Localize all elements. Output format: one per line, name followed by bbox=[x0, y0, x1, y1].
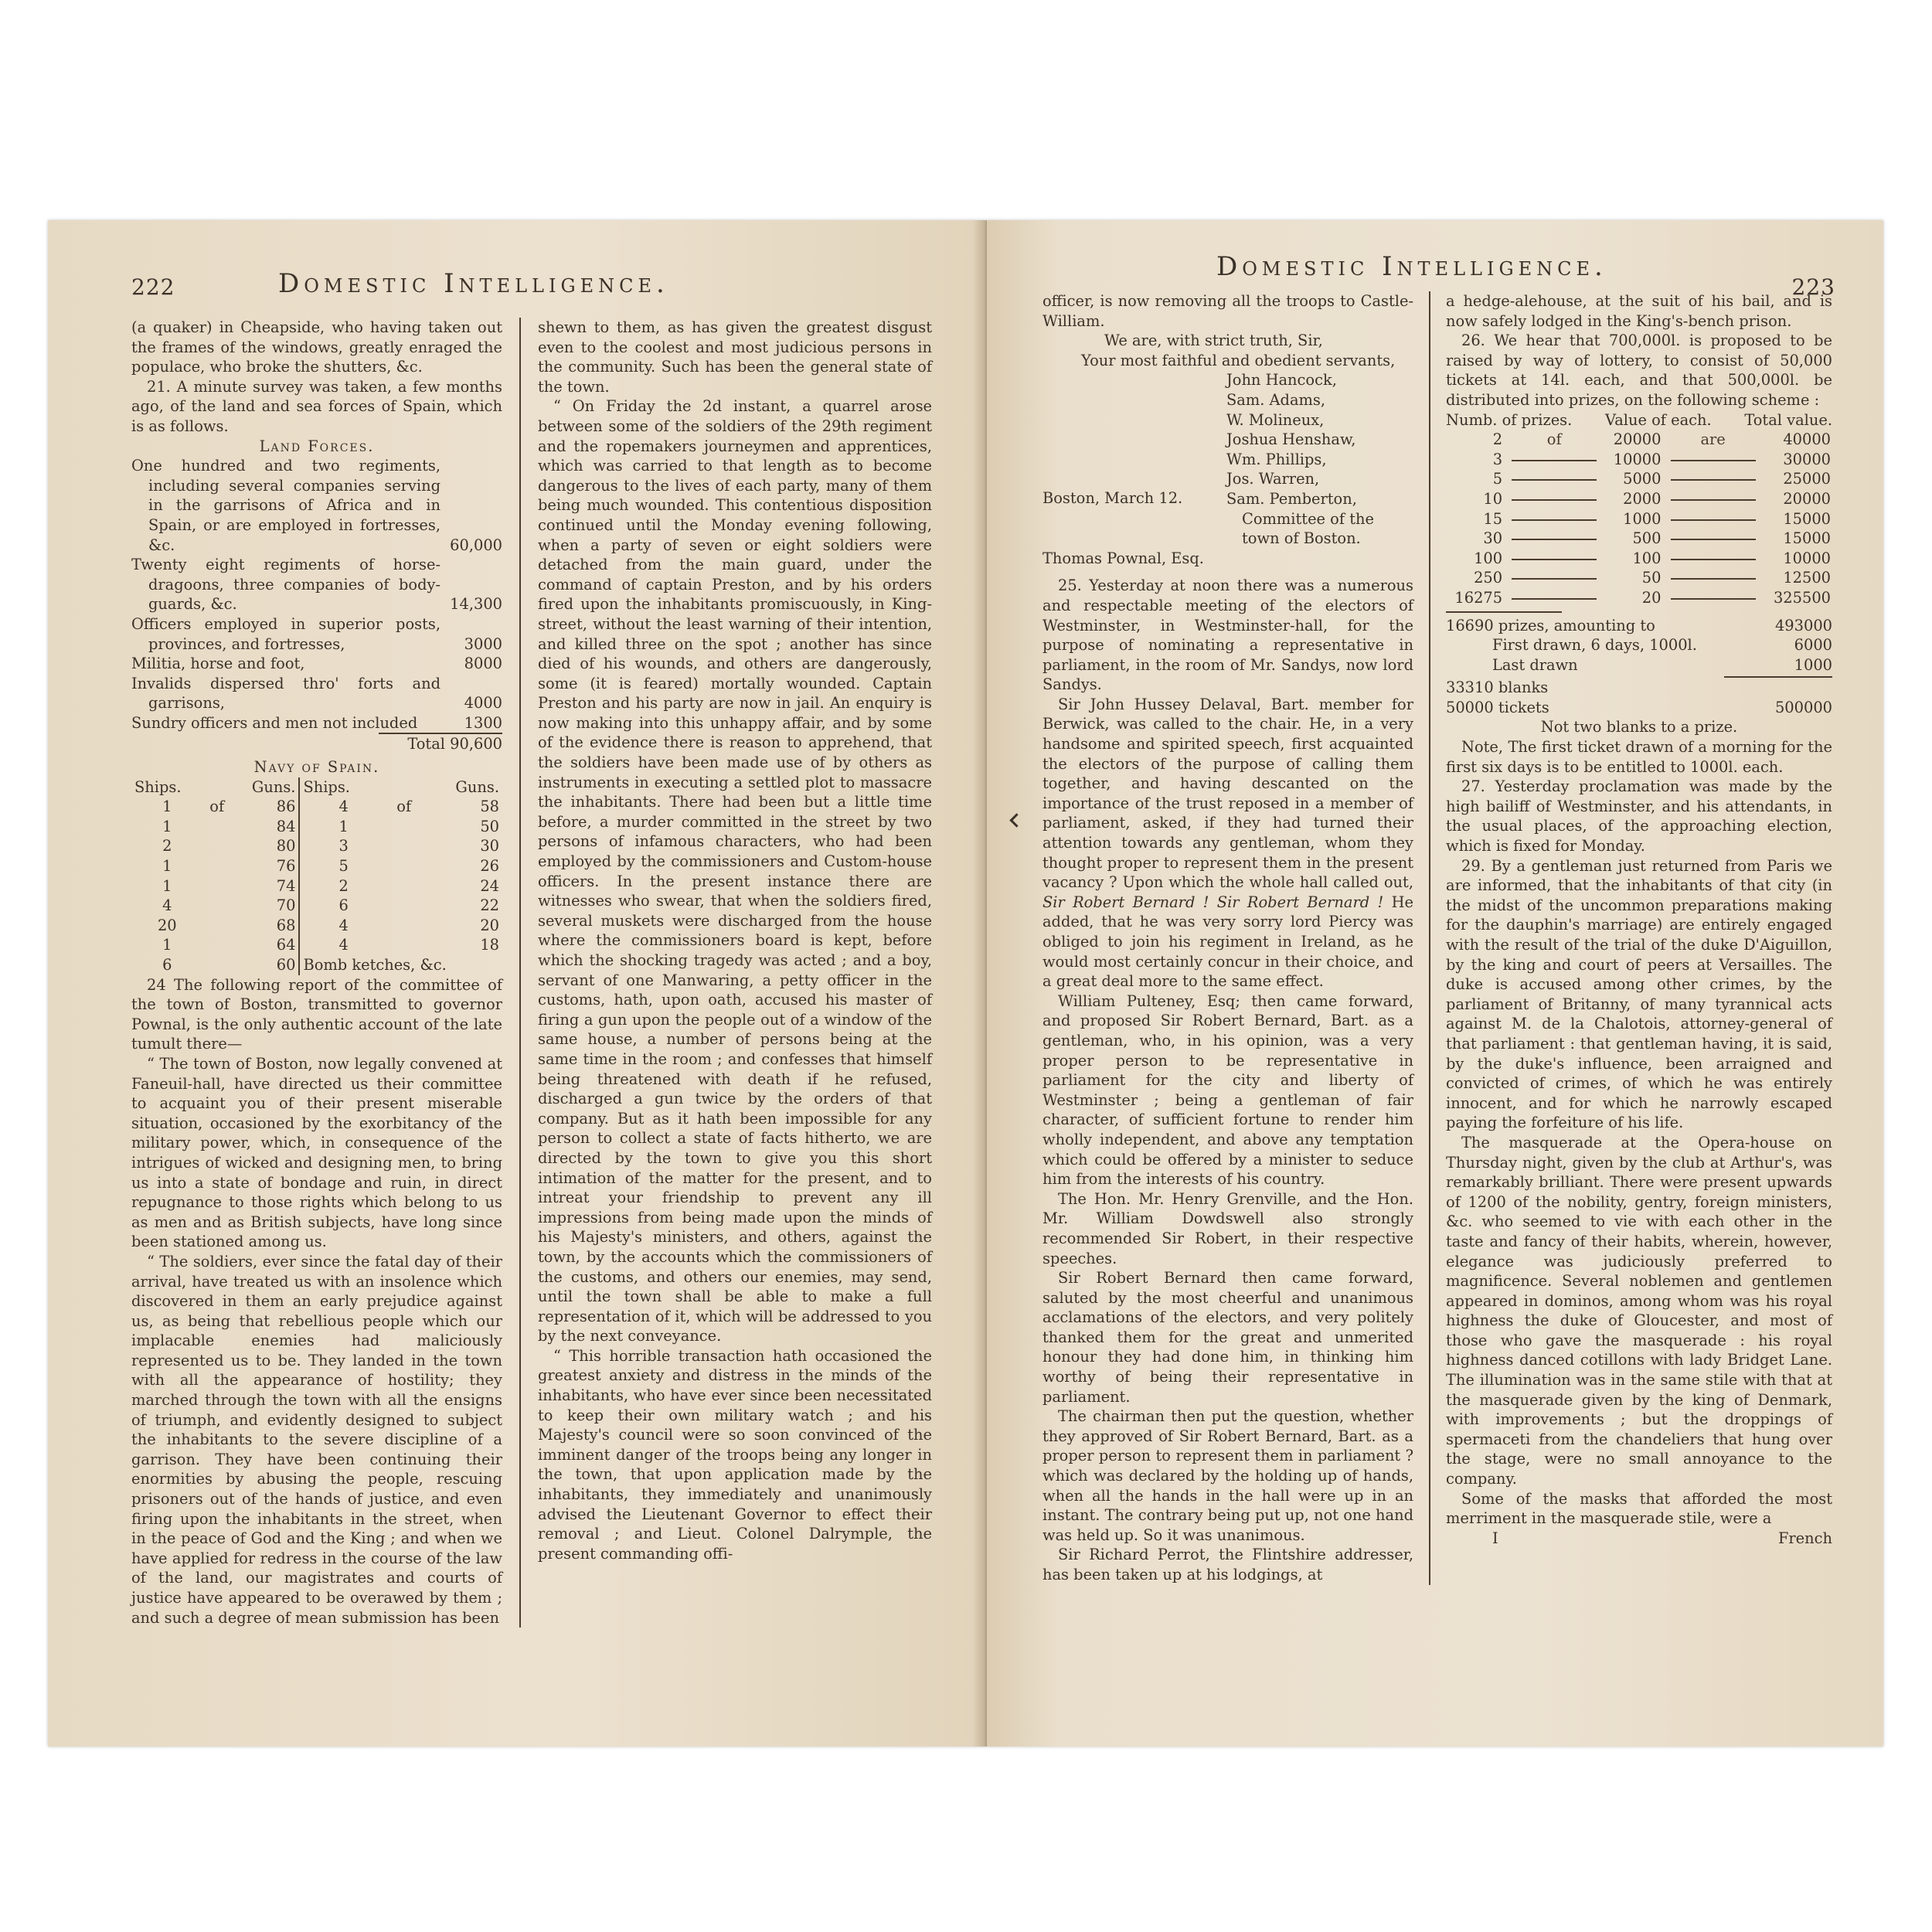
signature-mark: I bbox=[1492, 1529, 1498, 1547]
lottery-total-value: 6000 bbox=[1794, 636, 1832, 655]
navy-cell: 84 bbox=[276, 817, 296, 835]
catchword: French bbox=[1777, 1529, 1832, 1547]
navy-cell: 26 bbox=[480, 857, 499, 876]
navy-cell: 6 bbox=[299, 896, 386, 916]
paragraph: (a quaker) in Cheapside, who having taken out the frames of the windows, greatly enraged the populace, who broke the shutters, &c. bbox=[131, 318, 502, 376]
navy-cell bbox=[387, 916, 421, 936]
paragraph: William Pulteney, Esq; then came forward, and proposed Sir Robert Bernard, Bart. as a gentleman, who, in his opinion, was a very proper person to be representative in parliament for the city and liberty of Westminster ; being a gentleman of fair character, of sufficient fortune to render him wholly independent, and above any temptation which could be offered by a minister to seduce him from the interests of his country. bbox=[1043, 992, 1413, 1189]
signature-block bbox=[1043, 370, 1413, 548]
navy-cell: 64 bbox=[276, 936, 296, 954]
land-forces-value: 1300 bbox=[464, 713, 502, 732]
navy-cell bbox=[203, 817, 231, 837]
navy-row bbox=[131, 797, 502, 817]
navy-header-ships: Ships. bbox=[134, 777, 182, 796]
lottery-row bbox=[1446, 588, 1832, 608]
navy-cell bbox=[387, 876, 421, 896]
land-forces-row bbox=[131, 713, 502, 733]
column-a bbox=[131, 318, 519, 1628]
navy-cell: 22 bbox=[480, 896, 499, 915]
lottery-dash bbox=[1504, 529, 1604, 549]
lottery-header bbox=[1446, 410, 1832, 430]
navy-cell: 86 bbox=[276, 798, 296, 816]
navy-cell: 4 bbox=[299, 916, 386, 936]
lottery-value: 10000 bbox=[1613, 450, 1662, 468]
lottery-count: 10 bbox=[1483, 489, 1503, 508]
lottery-total-row bbox=[1446, 678, 1832, 698]
lottery-total-label: 33310 blanks bbox=[1446, 679, 1549, 697]
running-head-title-right: Domestic Intelligence. bbox=[1216, 251, 1607, 282]
navy-table bbox=[131, 777, 502, 975]
navy-cell: 4 bbox=[162, 896, 172, 915]
lottery-dash bbox=[1662, 549, 1763, 569]
navy-cell: 1 bbox=[162, 817, 172, 835]
navy-cell: 58 bbox=[480, 798, 499, 816]
lottery-value: 20 bbox=[1641, 588, 1662, 607]
column-c bbox=[1043, 291, 1429, 1585]
land-forces-label: Twenty eight regiments of horse-dragoons, three companies of body-guards, &c. bbox=[131, 556, 440, 614]
navy-cell bbox=[203, 876, 231, 896]
lottery-total-value: 1000 bbox=[1794, 655, 1832, 674]
lottery-value: 2000 bbox=[1623, 489, 1662, 508]
paragraph: 21. A minute survey was taken, a few months ago, of the land and sea forces of Spain, which is as follows. bbox=[131, 377, 502, 435]
paragraph: a hedge-alehouse, at the suit of his bail, and is now safely lodged in the King's-bench prison. bbox=[1446, 292, 1832, 330]
navy-cell: 2 bbox=[299, 876, 386, 896]
right-page bbox=[987, 220, 1883, 1747]
lottery-row bbox=[1446, 489, 1832, 509]
paragraph: Sir Robert Bernard then came forward, saluted by the most cheerful and unanimous acclamations of the electors, and very politely thanked them for the great and unmerited honour they had done him, in thinking him worthy of being their representative in parliament. bbox=[1043, 1269, 1413, 1406]
navy-cell: 3 bbox=[299, 836, 386, 856]
paragraph: Note, The first ticket drawn of a morning for the first six days is to be entitled to 1000l. each. bbox=[1446, 738, 1832, 776]
lottery-value: 20000 bbox=[1613, 430, 1662, 449]
paragraph: The chairman then put the question, whether they approved of Sir Robert Bernard, Bart. as a proper person to represent them in parliament ? which was declared by the holding up of hands, when all the hands in the hall were up in an instant. The contrary being put up, not one hand was held up. So it was unanimous. bbox=[1043, 1407, 1413, 1544]
text-run: Sir John Hussey Delaval, Bart. member for Berwick, was called to the chair. He, in a very handsome and spirited speech, first acquainted the electors of the purpose of calling them together, and having descanted on the importance of the trust reposed in a member of parliament, asked, if they had turned their attention towards any gentleman, whom they thought proper to represent them in the present vacancy ? Upon which the whole hall called out, bbox=[1043, 695, 1413, 892]
text-run: He added, that he was very sorry lord Piercy was obliged to join his regiment in Ireland, as he would most certainly concur in their choice, and a great deal more to the same effect. bbox=[1043, 893, 1413, 991]
lottery-table-body bbox=[1446, 430, 1832, 607]
lottery-dash bbox=[1504, 549, 1604, 569]
navy-header-ships-2: Ships. bbox=[299, 777, 386, 798]
signature-intro: We are, with strict truth, Sir, bbox=[1104, 332, 1323, 350]
lottery-are: are bbox=[1700, 430, 1726, 449]
navy-cell bbox=[203, 896, 231, 916]
paragraph: The Hon. Mr. Henry Grenville, and the Hon. Mr. William Dowdswell also strongly recommended Sir Robert, in their respective speeches. bbox=[1043, 1189, 1413, 1267]
paragraph: Sir Richard Perrot, the Flintshire addresser, has been taken up at his lodgings, at bbox=[1043, 1546, 1413, 1583]
lottery-dash bbox=[1504, 489, 1604, 509]
lottery-total-label: Last drawn bbox=[1492, 655, 1578, 674]
navy-cell: 1 bbox=[162, 936, 172, 954]
right-running-head bbox=[1043, 251, 1835, 298]
land-forces-row bbox=[131, 614, 502, 654]
navy-row bbox=[131, 916, 502, 936]
navy-header-guns: Guns. bbox=[251, 777, 296, 796]
lottery-table bbox=[1446, 430, 1832, 607]
lottery-row bbox=[1446, 549, 1832, 569]
signer-name: Wm. Phillips, bbox=[1226, 450, 1327, 468]
navy-cell bbox=[387, 935, 421, 955]
lottery-total-row bbox=[1446, 616, 1832, 636]
signer-name: Jos. Warren, bbox=[1226, 470, 1320, 488]
lottery-total: 12500 bbox=[1783, 569, 1831, 587]
land-total: Total 90,600 bbox=[379, 733, 502, 754]
lottery-header-c: Total value. bbox=[1744, 410, 1832, 429]
navy-cell: 70 bbox=[276, 896, 296, 915]
signer-name: Sam. Adams, bbox=[1226, 390, 1326, 409]
land-forces-value: 14,300 bbox=[450, 595, 502, 614]
navy-heading: Navy of Spain. bbox=[253, 758, 380, 777]
navy-header-guns-2: Guns. bbox=[455, 777, 499, 796]
paragraph: shewn to them, as has given the greatest disgust even to the coolest and most judicious persons in the community. Such has been the general state of the town. bbox=[538, 318, 932, 396]
navy-cell: 4 bbox=[299, 935, 386, 955]
navy-cell: 1 bbox=[162, 876, 172, 895]
lottery-of: of bbox=[1546, 430, 1562, 449]
land-forces-row bbox=[131, 674, 502, 713]
navy-cell: 18 bbox=[480, 936, 499, 954]
land-forces-label: Invalids dispersed thro' forts and garrisons, bbox=[131, 674, 440, 713]
lottery-total-row bbox=[1446, 698, 1832, 718]
lottery-total-row bbox=[1446, 655, 1832, 675]
lottery-total: 30000 bbox=[1783, 450, 1831, 468]
navy-cell bbox=[203, 836, 231, 856]
lottery-row bbox=[1446, 529, 1832, 549]
navy-row bbox=[131, 836, 502, 856]
navy-last-row bbox=[131, 955, 502, 975]
navy-row bbox=[131, 856, 502, 876]
lottery-count: 3 bbox=[1492, 450, 1503, 468]
lottery-value: 100 bbox=[1632, 549, 1662, 567]
lottery-count: 30 bbox=[1483, 529, 1503, 548]
paragraph: 25. Yesterday at noon there was a numerous and respectable meeting of the electors of Westminster, in Westminster-hall, for the purpose of nominating a representative in parliament, in the room of Mr. Sandys, now lord Sandys. bbox=[1043, 577, 1413, 694]
lottery-dash bbox=[1662, 469, 1763, 489]
lottery-header-a: Numb. of prizes. bbox=[1446, 410, 1573, 429]
page-footer bbox=[1446, 1529, 1832, 1549]
right-columns bbox=[1043, 292, 1835, 1585]
column-b bbox=[519, 318, 932, 1628]
signature-close: Your most faithful and obedient servants, bbox=[1081, 351, 1396, 369]
paragraph: The masquerade at the Opera-house on Thursday night, given by the club at Arthur's, was remarkably brilliant. There were present upwards of 1200 of the nobility, gentry, foreign ministers, &c. who seemed to vie with each other in the taste and fancy of their habits, wherein, however, elegance was judiciously preferred to magnificence. Several noblemen and gentlemen appeared in dominos, among whom was his royal highness the duke of Gloucester, and most of those who gave the masquerade : his royal highness danced cotillons with lady Bridget Lane. The illumination was in the same stile with that at the masquerade given by the king of Denmark, with improvements ; but the droppings of spermaceti from the chandeliers that hung over the stage, were no small annoyance to the company. bbox=[1446, 1133, 1832, 1488]
land-forces-list bbox=[131, 456, 502, 733]
navy-header-row bbox=[131, 777, 502, 798]
navy-cell: 2 bbox=[162, 837, 172, 855]
lottery-dash bbox=[1662, 568, 1763, 588]
lottery-total: 10000 bbox=[1783, 549, 1831, 567]
land-forces-label: Sundry officers and men not included bbox=[131, 713, 418, 732]
lottery-row bbox=[1446, 568, 1832, 588]
lottery-dash bbox=[1662, 509, 1763, 529]
lottery-value: 1000 bbox=[1623, 509, 1662, 528]
left-page bbox=[48, 220, 987, 1747]
navy-cell: 60 bbox=[276, 956, 296, 974]
land-forces-value: 3000 bbox=[464, 634, 502, 653]
paragraph: “ The town of Boston, now legally convened at Faneuil-hall, have directed us their committee to acquaint you of their present miserable situation, occasioned by the exorbitancy of the military power, which, in consequence of the intrigues of wicked and designing men, to bring us into a state of bondage and ruin, in direct repugnance to those rights which belong to us as men and as British subjects, have long since been stationed among us. bbox=[131, 1054, 502, 1251]
navy-cell bbox=[203, 856, 231, 876]
navy-cell: 1 bbox=[299, 817, 386, 837]
navy-cell: 4 bbox=[299, 797, 386, 817]
lottery-row bbox=[1446, 430, 1832, 450]
navy-row bbox=[131, 817, 502, 837]
navy-cell: 68 bbox=[276, 916, 296, 934]
lottery-total: 20000 bbox=[1783, 489, 1831, 508]
navy-cell: 5 bbox=[299, 856, 386, 876]
lottery-value: 5000 bbox=[1623, 470, 1662, 488]
navy-cell-note: Bomb ketches, &c. bbox=[299, 955, 502, 975]
lottery-total: 325500 bbox=[1773, 588, 1831, 607]
navy-cell: 1 bbox=[162, 857, 172, 876]
land-forces-heading: Land Forces. bbox=[259, 437, 375, 455]
signer-name: Joshua Henshaw, bbox=[1226, 430, 1356, 449]
lottery-total-label: First drawn, 6 days, 1000l. bbox=[1492, 636, 1697, 655]
lottery-dash bbox=[1662, 588, 1763, 608]
lottery-row bbox=[1446, 509, 1832, 529]
land-forces-value: 4000 bbox=[464, 694, 502, 713]
lottery-total: 15000 bbox=[1783, 509, 1831, 528]
place-date: Boston, March 12. bbox=[1043, 489, 1183, 508]
land-forces-label: One hundred and two regiments, including several companies serving in the garrisons of Africa and in Spain, or are employed in fortresses, &c. bbox=[131, 457, 440, 554]
navy-cell: of bbox=[209, 798, 225, 816]
lottery-total: 15000 bbox=[1783, 529, 1831, 548]
navy-cell: 6 bbox=[162, 956, 172, 974]
lottery-count: 250 bbox=[1474, 569, 1503, 587]
page-number-left: 222 bbox=[131, 274, 175, 300]
land-forces-label: Officers employed in superior posts, provinces, and fortresses, bbox=[131, 614, 440, 653]
paragraph: 27. Yesterday proclamation was made by the high bailiff of Westminster, and his attendants, in the usual places, of the approaching election, which is fixed for Monday. bbox=[1446, 777, 1832, 855]
lottery-dash bbox=[1662, 529, 1763, 549]
paragraph: 29. By a gentleman just returned from Paris we are informed, that the inhabitants of that city (in the midst of the uncommon preparations making for the dauphin's marriage) are entirely engaged with the result of the trial of the duke D'Aiguillon, by the king and court of peers at Versailles. The duke is accused among other crimes, by the parliament of Britanny, of many tyrannical acts against M. de la Chalotois, attorney-general of that parliament : that gentleman having, it is said, by the duke's influence, been arraigned and convicted of crimes, of which he was entirely innocent, and for which he narrowly escaped paying the forfeiture of his life. bbox=[1446, 856, 1832, 1132]
navy-cell: 24 bbox=[480, 876, 499, 895]
paragraph: Some of the masks that afforded the most merriment in the masquerade stile, were a bbox=[1446, 1489, 1832, 1528]
navy-cell: 76 bbox=[276, 857, 296, 876]
lottery-dash bbox=[1504, 588, 1604, 608]
signer-list bbox=[1043, 370, 1413, 548]
left-running-head bbox=[131, 268, 948, 315]
navy-cell: 74 bbox=[276, 876, 296, 895]
signer-name: John Hancock, bbox=[1226, 371, 1337, 389]
paragraph: “ The soldiers, ever since the fatal day of their arrival, have treated us with an insolence which discovered in them an early prejudice against us, as being that rebellious people which our implacable enemies had maliciously represented us to be. They landed in the town with all the appearance of hostility; they marched through the town with all the ensigns of triumph, and evidently designed to subject the inhabitants to the severe discipline of a garrison. They have been continuing their enormities by abusing the people, rescuing prisoners out of the hands of justice, and even firing upon the inhabitants in the street, when in the peace of God and the King ; and when we have applied for redress in the course of the law of the land, our magistrates and courts of justice have appeared to be overawed by them ; and such a degree of mean submission has been bbox=[131, 1252, 502, 1627]
navy-cell bbox=[387, 817, 421, 837]
land-forces-row bbox=[131, 456, 502, 555]
navy-cell: 1 bbox=[162, 798, 172, 816]
lottery-dash bbox=[1662, 450, 1763, 470]
lottery-value: 500 bbox=[1632, 529, 1662, 548]
lottery-header-b: Value of each. bbox=[1604, 410, 1712, 429]
addressee: Thomas Pownal, Esq. bbox=[1043, 549, 1204, 567]
navy-cell: 30 bbox=[480, 837, 499, 855]
lottery-total-label: 16690 prizes, amounting to bbox=[1446, 616, 1655, 634]
lottery-value: 50 bbox=[1641, 569, 1662, 587]
navy-cell bbox=[203, 916, 231, 936]
lottery-count: 16275 bbox=[1454, 588, 1503, 607]
land-forces-row bbox=[131, 654, 502, 674]
lottery-total: 25000 bbox=[1783, 470, 1831, 488]
left-columns bbox=[131, 318, 948, 1628]
rule bbox=[1446, 611, 1562, 613]
running-head-title-left: Domestic Intelligence. bbox=[278, 268, 669, 299]
navy-cell: 80 bbox=[276, 837, 296, 855]
navy-row bbox=[131, 896, 502, 916]
lottery-total-value: 500000 bbox=[1774, 698, 1832, 716]
lottery-total-value: 493000 bbox=[1774, 616, 1832, 634]
navy-cell bbox=[387, 856, 421, 876]
page-number-right: 223 bbox=[1791, 274, 1835, 300]
navy-cell bbox=[387, 836, 421, 856]
land-forces-label: Militia, horse and foot, bbox=[131, 655, 305, 673]
signer-name: town of Boston. bbox=[1242, 529, 1361, 548]
paragraph: 24 The following report of the committee of the town of Boston, transmitted to governor Pownal, is the only authentic account of the late tumult there— bbox=[131, 975, 502, 1053]
land-forces-value: 60,000 bbox=[450, 536, 502, 554]
lottery-total-label: 50000 tickets bbox=[1446, 698, 1549, 716]
land-forces-row bbox=[131, 555, 502, 614]
lottery-dash bbox=[1504, 568, 1604, 588]
signer-name: Sam. Pemberton, bbox=[1226, 489, 1357, 508]
signer-name: W. Molineux, bbox=[1226, 410, 1325, 429]
lottery-count: 5 bbox=[1492, 470, 1503, 488]
italic-run: Sir Robert Bernard ! Sir Robert Bernard ! bbox=[1043, 893, 1384, 911]
lottery-totals bbox=[1446, 616, 1832, 718]
paragraph: 26. We hear that 700,000l. is proposed to be raised by way of lottery, to consist of 50,000 tickets at 14l. each, and that 500,000l. be distributed into prizes, on the following scheme : bbox=[1446, 332, 1832, 409]
lottery-count: 15 bbox=[1483, 509, 1503, 528]
lottery-row bbox=[1446, 469, 1832, 489]
navy-table-body bbox=[131, 797, 502, 955]
navy-cell bbox=[387, 896, 421, 916]
lottery-count: 100 bbox=[1474, 549, 1503, 567]
column-d bbox=[1429, 291, 1832, 1585]
lottery-note: Not two blanks to a prize. bbox=[1540, 718, 1738, 736]
navy-cell: of bbox=[396, 798, 412, 816]
navy-cell: 20 bbox=[157, 916, 177, 934]
paragraph: “ On Friday the 2d instant, a quarrel arose between some of the soldiers of the 29th regiment and the ropemakers journeymen and apprentices, which was carried to that length as to become dangerous to the lives of each party, many of them being much wounded. This contentious disposition continued until the Monday evening following, when a party of seven or eight soldiers were detached from the main guard, under the command of captain Preston, and by his orders fired upon the inhabitants promiscuously, in King-street, without the least warning of their intention, and killed three on the spot ; another has since died of his wounds, and others are dangerously, some (it is feared) mortally wounded. Captain Preston and his party are now in jail. An enquiry is now making into this unhappy affair, and by some of the evidence there is reason to apprehend, that the soldiers have been made use of by others as instruments in executing a settled plot to massacre the inhabitants. There had been but a little time before, a murder committed in the street by two persons of infamous characters, who had been employed by the commissioners and Custom-house officers. In the present instance there are witnesses who swear, that when the soldiers fired, several muskets were discharged from the house where the commissioners board is kept, before which the shocking tragedy was acted ; and a boy, servant of one Manwaring, a petty officer in the customs, hath, upon oath, accused his master of firing a gun upon the people out of a window of the same house, a number of persons being at the same time in the room ; and confesses that himself being threatened with death if he refused, discharged a gun twice by the orders of that company. But as it hath been impossible for any person to collect a state of facts hitherto, we are directed by the town to give you this short intimation of the matter for the present, and to intreat your friendship to prevent any ill impressions from being made upon the minds of his Majesty's ministers, and others, against the town, by the accounts which the commissioners of the customs, and others our enemies, may send, until the town shall be able to make a full representation of it, which will be addressed to you by the next conveyance. bbox=[538, 397, 932, 1345]
lottery-dash bbox=[1504, 469, 1604, 489]
navy-cell: 50 bbox=[480, 817, 499, 835]
paragraph bbox=[1043, 695, 1413, 992]
land-forces-value: 8000 bbox=[464, 655, 502, 673]
navy-cell bbox=[203, 935, 231, 955]
navy-row bbox=[131, 935, 502, 955]
lottery-total-row bbox=[1446, 635, 1832, 655]
lottery-dash bbox=[1662, 489, 1763, 509]
paragraph: “ This horrible transaction hath occasioned the greatest anxiety and distress in the minds of the inhabitants, who have ever since been necessitated to keep their own military watch ; and his Majesty's council were so soon convinced of the imminent danger of the troops being any longer in the town, that upon application made by the inhabitants, they immediately and unanimously advised the Lieutenant Governor to effect their removal ; and Lieut. Colonel Dalrymple, the present commanding offi- bbox=[538, 1346, 932, 1563]
paragraph: officer, is now removing all the troops to Castle-William. bbox=[1043, 292, 1413, 330]
navy-cell: 20 bbox=[480, 916, 499, 934]
lottery-row bbox=[1446, 450, 1832, 470]
navy-row bbox=[131, 876, 502, 896]
lottery-total: 40000 bbox=[1783, 430, 1831, 449]
signer-name: Committee of the bbox=[1242, 509, 1374, 528]
lottery-count: 2 bbox=[1492, 430, 1503, 449]
lottery-dash bbox=[1504, 450, 1604, 470]
lottery-dash bbox=[1504, 509, 1604, 529]
